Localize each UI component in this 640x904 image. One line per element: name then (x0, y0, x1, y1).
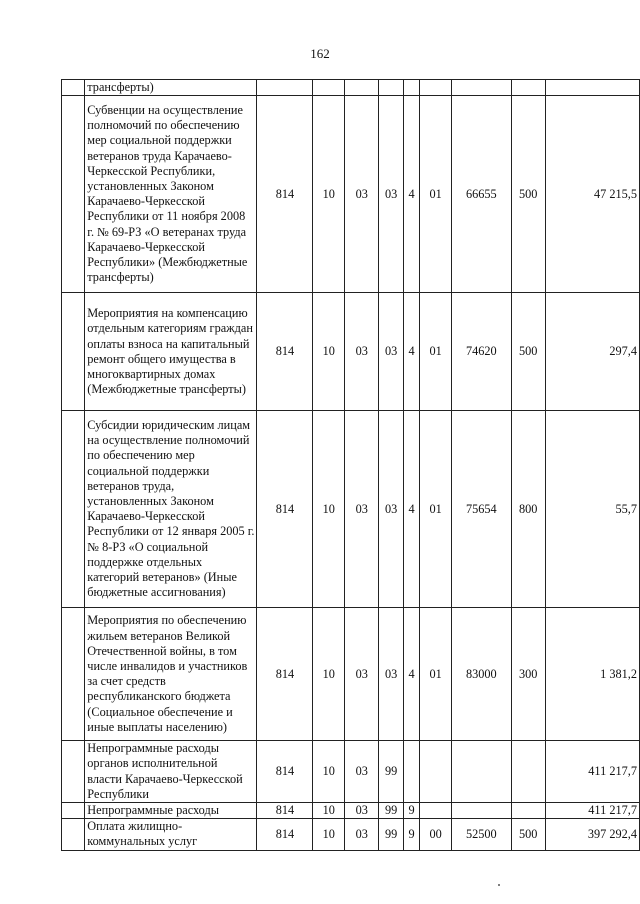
expense-name: Мероприятия на компенсацию отдельным категориям граждан оплаты взноса на капитальный ремонт общего имущества в многоквартирных домах (Межбюджетные трансферты) (85, 293, 257, 411)
section-code: 10 (313, 293, 345, 411)
row-marker-cell (62, 803, 85, 819)
expense-name: Непрограммные расходы органов исполнительной власти Карачаево-Черкесской Республики (85, 741, 257, 803)
expense-name: Непрограммные расходы (85, 803, 257, 819)
amount: 297,4 (545, 293, 639, 411)
table-row (62, 96, 640, 293)
ministry-code: 814 (257, 803, 313, 819)
subprogram-code: 4 (403, 608, 420, 741)
expense-name: Субсидии юридическим лицам на осуществление полномочий по обеспечению мер социальной поддержки ветеранов труда, установленных Законом Карачаево-Черкесской Республики от 12 января 2005 г. № 8-РЗ «О социальной поддержке отдельных категорий ветеранов» (Иные бюджетные ассигнования) (85, 411, 257, 608)
row-marker-cell (62, 80, 85, 96)
budget-table (61, 79, 640, 851)
subprogram-code: 4 (403, 293, 420, 411)
table-row (62, 803, 640, 819)
ministry-code: 814 (257, 96, 313, 293)
program-code: 03 (379, 96, 403, 293)
section-code: 10 (313, 411, 345, 608)
row-marker-cell (62, 293, 85, 411)
ministry-code: 814 (257, 411, 313, 608)
subsection-code (345, 80, 379, 96)
page-number: 162 (310, 46, 330, 61)
activity-code: 01 (420, 293, 452, 411)
direction-code: 74620 (451, 293, 511, 411)
program-code: 03 (379, 293, 403, 411)
row-marker-cell (62, 608, 85, 741)
program-code: 99 (379, 819, 403, 850)
amount: 1 381,2 (545, 608, 639, 741)
activity-code: 01 (420, 411, 452, 608)
ministry-code (257, 80, 313, 96)
section-code: 10 (313, 741, 345, 803)
ministry-code: 814 (257, 608, 313, 741)
ministry-code: 814 (257, 293, 313, 411)
expense-name: трансферты) (85, 80, 257, 96)
row-marker-cell (62, 96, 85, 293)
subprogram-code (403, 741, 420, 803)
table-row (62, 411, 640, 608)
table-row (62, 741, 640, 803)
subprogram-code: 9 (403, 803, 420, 819)
row-marker-cell (62, 741, 85, 803)
amount: 411 217,7 (545, 741, 639, 803)
section-code: 10 (313, 803, 345, 819)
amount: 411 217,7 (545, 803, 639, 819)
amount: 55,7 (545, 411, 639, 608)
direction-code (451, 741, 511, 803)
table-row (62, 608, 640, 741)
expense-name: Субвенции на осуществление полномочий по обеспечению мер социальной поддержки ветеранов труда Карачаево-Черкесской Республики, установленных Законом Карачаево-Черкесской Республики от 11 ноября 2008 г. № 69-РЗ «О ветеранах труда Карачаево-Черкесской Республики» (Межбюджетные трансферты) (85, 96, 257, 293)
row-marker-cell (62, 411, 85, 608)
ministry-code: 814 (257, 741, 313, 803)
direction-code (451, 80, 511, 96)
direction-code: 75654 (451, 411, 511, 608)
subsection-code: 03 (345, 819, 379, 850)
expense-type-code (511, 80, 545, 96)
expense-name: Оплата жилищно-коммунальных услуг (85, 819, 257, 850)
subsection-code: 03 (345, 741, 379, 803)
expense-type-code: 300 (511, 608, 545, 741)
subprogram-code (403, 80, 420, 96)
ministry-code: 814 (257, 819, 313, 850)
expense-type-code: 500 (511, 96, 545, 293)
activity-code: 01 (420, 96, 452, 293)
scan-speck (498, 884, 500, 886)
program-code: 03 (379, 608, 403, 741)
table-row (62, 293, 640, 411)
table-row (62, 80, 640, 96)
expense-type-code: 500 (511, 293, 545, 411)
expense-type-code (511, 803, 545, 819)
subsection-code: 03 (345, 608, 379, 741)
section-code: 10 (313, 819, 345, 850)
subsection-code: 03 (345, 411, 379, 608)
subsection-code: 03 (345, 293, 379, 411)
row-marker-cell (62, 819, 85, 850)
direction-code: 66655 (451, 96, 511, 293)
table-row (62, 819, 640, 850)
activity-code (420, 741, 452, 803)
section-code: 10 (313, 96, 345, 293)
section-code: 10 (313, 608, 345, 741)
subsection-code: 03 (345, 803, 379, 819)
subsection-code: 03 (345, 96, 379, 293)
activity-code: 01 (420, 608, 452, 741)
expense-type-code: 800 (511, 411, 545, 608)
subprogram-code: 4 (403, 411, 420, 608)
amount (545, 80, 639, 96)
direction-code: 52500 (451, 819, 511, 850)
amount: 47 215,5 (545, 96, 639, 293)
expense-name: Мероприятия по обеспечению жильем ветеранов Великой Отечественной войны, в том числе инвалидов и участников за счет средств республиканского бюджета (Социальное обеспечение и иные выплаты населению) (85, 608, 257, 741)
direction-code (451, 803, 511, 819)
program-code (379, 80, 403, 96)
program-code: 99 (379, 741, 403, 803)
activity-code: 00 (420, 819, 452, 850)
program-code: 03 (379, 411, 403, 608)
program-code: 99 (379, 803, 403, 819)
activity-code (420, 803, 452, 819)
subprogram-code: 9 (403, 819, 420, 850)
expense-type-code (511, 741, 545, 803)
direction-code: 83000 (451, 608, 511, 741)
expense-type-code: 500 (511, 819, 545, 850)
section-code (313, 80, 345, 96)
amount: 397 292,4 (545, 819, 639, 850)
activity-code (420, 80, 452, 96)
subprogram-code: 4 (403, 96, 420, 293)
